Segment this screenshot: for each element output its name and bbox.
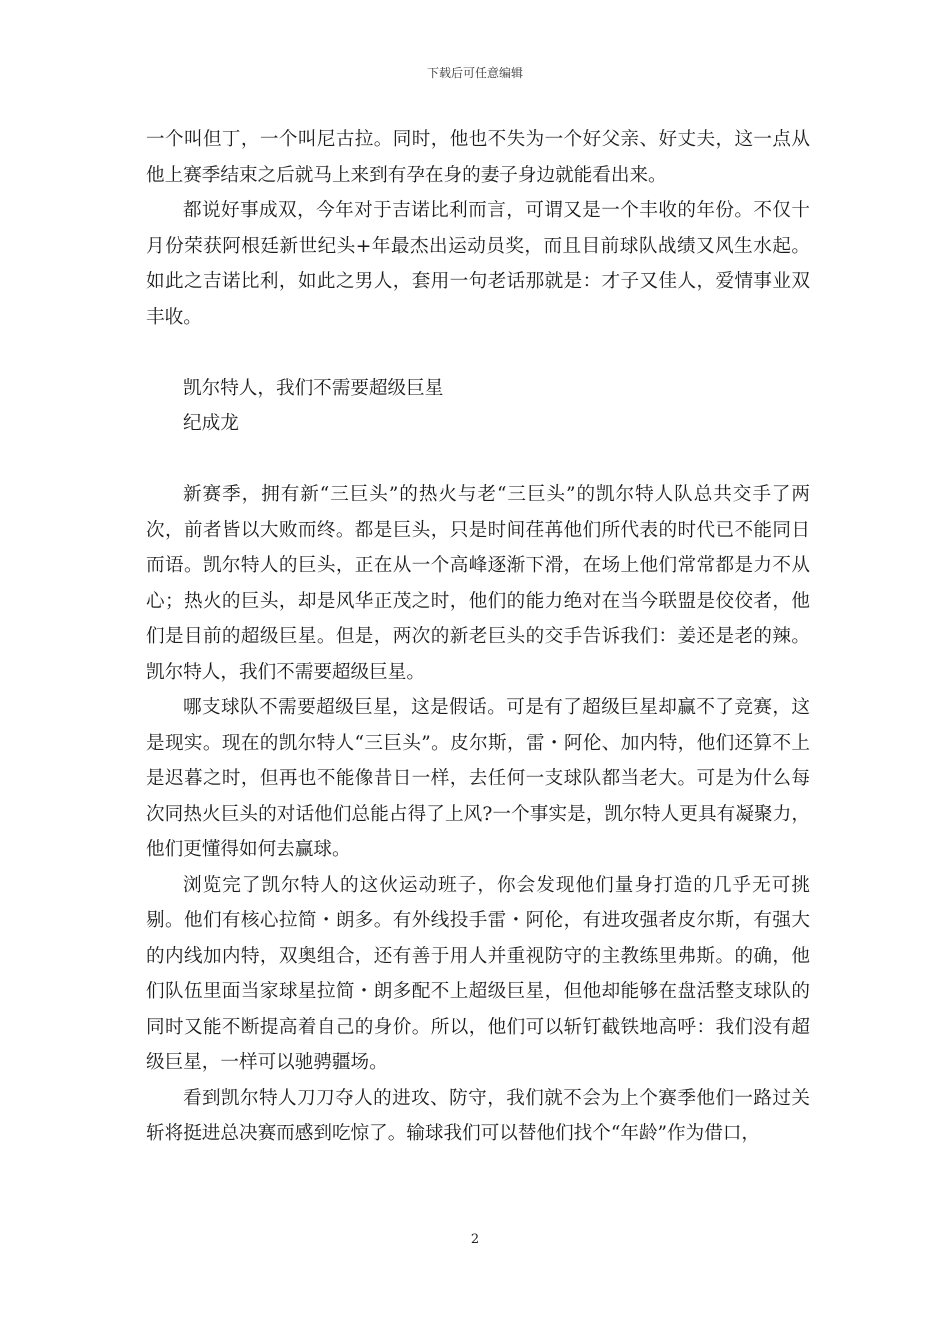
paragraph: 都说好事成双，今年对于吉诺比利而言，可谓又是一个丰收的年份。不仅十月份荣获阿根廷新世纪头+年最杰出运动员奖，而且目前球队战绩又风生水起。如此之吉诺比利，如此之男人，套用一句老话那就是：才子又佳人，爱情事业双丰收。 [146, 200, 810, 328]
paragraph-continued: 一个叫但丁，一个叫尼古拉。同时，他也不失为一个好父亲、好丈夫，这一点从他上赛季结束之后就马上来到有孕在身的妻子身边就能看出来。 [146, 129, 810, 186]
paragraph: 新赛季，拥有新“三巨头”的热火与老“三巨头”的凯尔特人队总共交手了两次，前者皆以大败而终。都是巨头，只是时间荏苒他们所代表的时代已不能同日而语。凯尔特人的巨头，正在从一个高峰逐渐下滑，在场上他们常常都是力不从心；热火的巨头，却是风华正茂之时，他们的能力绝对在当今联盟是佼佼者，他们是目前的超级巨星。但是，两次的新老巨头的交手告诉我们：姜还是老的辣。凯尔特人，我们不需要超级巨星。 [146, 484, 810, 683]
document-body [146, 122, 810, 1152]
page-header: 下载后可任意编辑 [426, 66, 523, 80]
paragraph-gap [146, 335, 810, 371]
paragraph: 看到凯尔特人刀刀夺人的进攻、防守，我们就不会为上个赛季他们一路过关斩将挺进总决赛而感到吃惊了。输球我们可以替他们找个“年龄”作为借口， [146, 1087, 810, 1144]
paragraph-gap [146, 442, 810, 478]
article-author: 纪成龙 [183, 413, 239, 434]
paragraph: 哪支球队不需要超级巨星，这是假话。可是有了超级巨星却赢不了竞赛，这是现实。现在的凯尔特人“三巨头”。皮尔斯，雷・阿伦、加内特，他们还算不上是迟暮之时，但再也不能像昔日一样，去任何一支球队都当老大。可是为什么每次同热火巨头的对话他们总能占得了上风?一个事实是，凯尔特人更具有凝聚力，他们更懂得如何去赢球。 [146, 697, 810, 860]
paragraph: 浏览完了凯尔特人的这伙运动班子，你会发现他们量身打造的几乎无可挑剔。他们有核心拉简・朗多。有外线投手雷・阿伦，有进攻强者皮尔斯，有强大的内线加内特，双奥组合，还有善于用人并重视防守的主教练里弗斯。的确，他们队伍里面当家球星拉简・朗多配不上超级巨星，但他却能够在盘活整支球队的同时又能不断提高着自己的身价。所以，他们可以斩钉截铁地高呼：我们没有超级巨星，一样可以驰骋疆场。 [146, 874, 810, 1073]
article-title: 凯尔特人，我们不需要超级巨星 [183, 377, 444, 399]
page-number: 2 [470, 1232, 480, 1247]
